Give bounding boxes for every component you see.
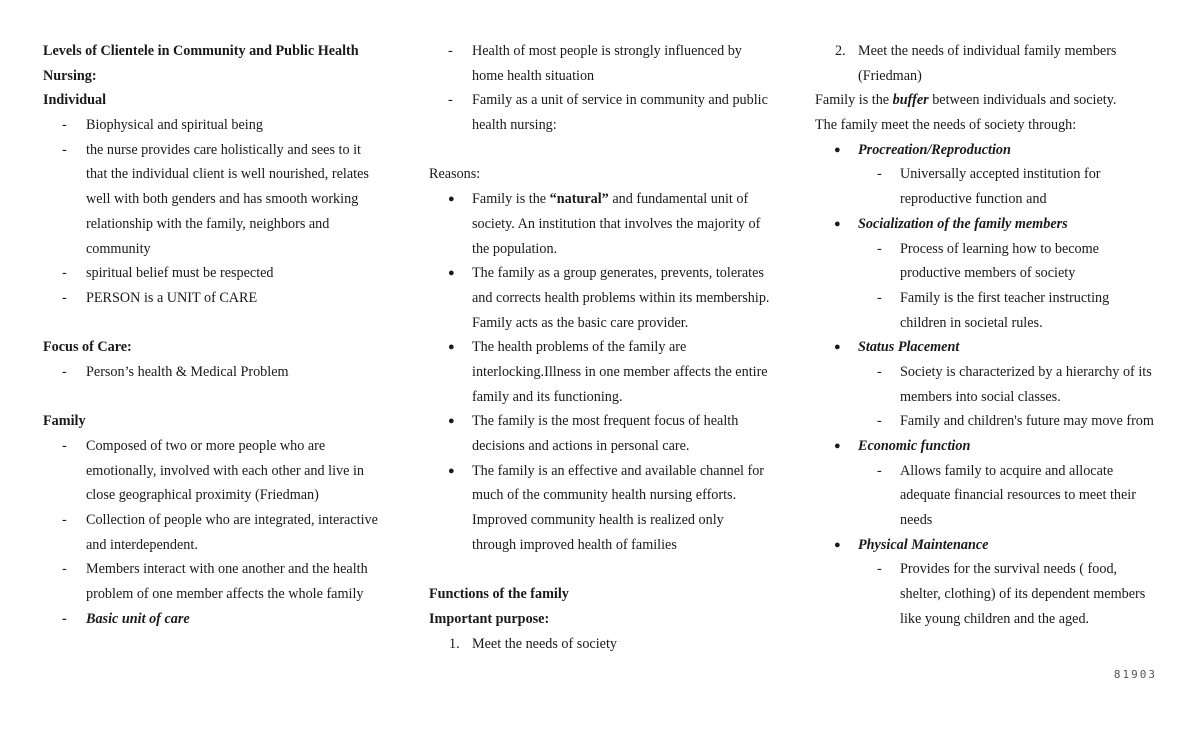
sub-item-cont: children in societal rules. [900,314,1043,331]
list-item-cont: close geographical proximity (Friedman) [86,487,319,504]
list-item-cont: well with both genders and has smooth working [86,191,359,208]
family-heading: Family [43,413,86,430]
list-item: - PERSON is a UNIT of CARE [62,289,258,306]
list-item: - Collection of people who are integrated, interactive [62,512,378,529]
column-middle [429,39,779,656]
meet-needs-line: The family meet the needs of society through: [815,117,1077,134]
reason-item-cont: decisions and actions in personal care. [472,438,690,454]
list-item-cont: problem of one member affects the whole family [86,586,364,603]
page-number: 81903 [1113,668,1157,681]
list-item-cont: relationship with the family, neighbors and [86,215,330,232]
focus-heading: Focus of Care: [43,339,132,356]
list-item: - Composed of two or more people who are [62,438,326,454]
sub-item-cont: shelter, clothing) of its dependent members [900,586,1146,603]
list-item-cont: and interdependent. [86,536,198,553]
reason-item-cont: Improved community health is realized only [472,512,724,529]
sub-item: - Allows family to acquire and allocate [877,462,1114,479]
list-item-cont: emotionally, involved with each other and live in [86,462,365,479]
list-item: - the nurse provides care holistically and sees to it [62,141,362,158]
section-title: Levels of Clientele in Community and Public Health [43,43,359,59]
reason-item-cont: through improved health of families [472,536,677,553]
sub-item: - Family and children's future may move from [877,413,1154,430]
list-item: - Person’s health & Medical Problem [62,363,289,380]
individual-heading: Individual [43,92,107,109]
function-item: ● Status Placement [834,339,960,356]
sub-item-cont: productive members of society [900,265,1076,282]
sub-item-cont: reproductive function and [900,191,1047,208]
basic-unit-item: - Basic unit of care [62,610,190,627]
function-item: ● Physical Maintenance [834,536,989,553]
important-purpose-label: Important purpose: [429,610,550,627]
function-item: ● Socialization of the family members [834,215,1068,232]
numbered-item: 2. Meet the needs of individual family members [835,43,1117,59]
column-right [815,39,1165,632]
sub-item: - Society is characterized by a hierarchy of its [877,363,1152,380]
list-item-cont: that the individual client is well nourished, relates [86,166,369,183]
function-item: ● Economic function [834,438,971,454]
list-item-cont: home health situation [472,67,595,84]
reason-item-cont: interlocking.Illness in one member affects the entire [472,363,768,380]
sub-item: - Process of learning how to become [877,240,1099,257]
reasons-label: Reasons: [429,166,481,183]
reason-item: ● Family is the “natural” and fundamental unit of [448,191,749,208]
list-item: - Family as a unit of service in community and public [448,92,768,109]
reason-item-cont: family and its functioning. [472,388,623,405]
sub-item: - Family is the first teacher instructing [877,289,1110,306]
sub-item-cont: adequate financial resources to meet their [900,487,1136,504]
reason-item-cont: the population. [472,240,558,257]
list-item-cont: health nursing: [472,117,557,134]
numbered-item: 1. Meet the needs of society [449,635,617,652]
sub-item-cont: like young children and the aged. [900,610,1090,627]
numbered-item-cont: (Friedman) [858,67,922,84]
sub-item-cont: members into social classes. [900,388,1061,405]
sub-item: - Provides for the survival needs ( food, [877,561,1118,578]
list-item-cont: community [86,240,151,257]
sub-item-cont: needs [900,512,933,529]
reason-item-cont: and corrects health problems within its membership. [472,289,770,306]
sub-item: - Universally accepted institution for [877,166,1101,183]
reason-item-cont: much of the community health nursing efforts. [472,487,737,504]
list-item: - Biophysical and spiritual being [62,117,263,134]
function-item: ● Procreation/Reproduction [834,141,1011,158]
reason-item: ● The family is the most frequent focus of health [448,413,739,430]
buffer-sentence: Family is the buffer between individuals and society. [815,92,1117,109]
list-item: - Members interact with one another and the health [62,561,368,578]
reason-item: ● The family as a group generates, prevents, tolerates [448,265,764,282]
reason-item-cont: society. An institution that involves the majority of [472,215,761,232]
reason-item: ● The family is an effective and available channel for [448,462,765,479]
functions-heading: Functions of the family [429,586,569,603]
reason-item: ● The health problems of the family are [448,339,687,356]
reason-item-cont: Family acts as the basic care provider. [472,314,689,331]
section-title-cont: Nursing: [43,67,97,84]
list-item: - Health of most people is strongly influenced by [448,43,742,59]
column-left [43,39,393,632]
list-item: - spiritual belief must be respected [62,265,274,282]
